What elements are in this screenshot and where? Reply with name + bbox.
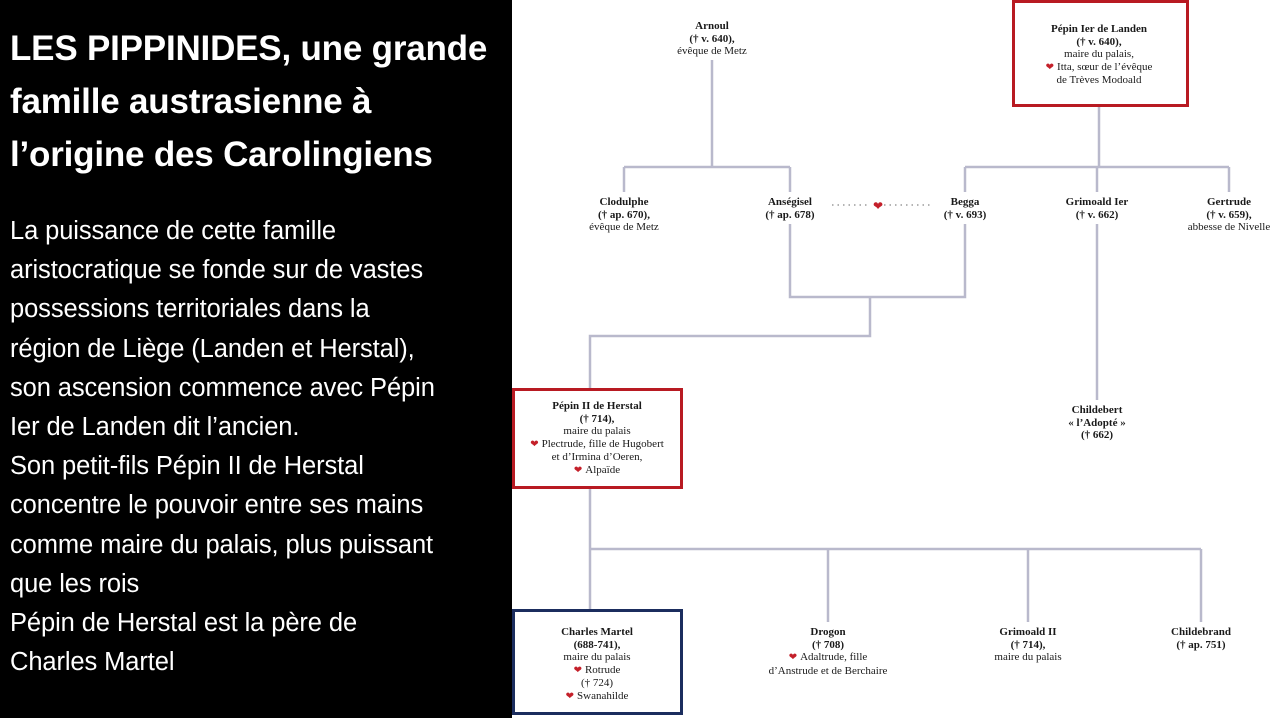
person-grimoald-2 (994, 626, 1061, 664)
person-name: Clodulphe (599, 196, 649, 208)
body-line: Son petit-fils Pépin II de Herstal (10, 452, 364, 481)
person-date: († 714), (1010, 638, 1046, 651)
connector-ansegisel-child-drop (790, 224, 870, 297)
person-date: († v. 693) (943, 208, 987, 221)
family-tree (512, 0, 1277, 718)
person-date: († v. 659), (1206, 208, 1252, 221)
person-title: abbesse de Nivelle (1187, 221, 1271, 234)
person-name: Childebrand (1171, 626, 1231, 638)
slide-title (10, 22, 505, 181)
person-title: maire du palais (563, 425, 631, 438)
body-line: que les rois (10, 569, 140, 598)
person-date: (688-741), (573, 638, 621, 651)
heart-icon: ❤ (1045, 61, 1055, 73)
spouse-name: Rotrude (584, 663, 621, 676)
body-line: région de Liège (Landen et Herstal), (10, 334, 415, 363)
person-name: Charles Martel (561, 626, 633, 638)
person-date: († v. 640), (1076, 35, 1122, 48)
body-line: Pépin de Herstal est la père de (10, 609, 358, 638)
spouse-name: Adaltrude, fille (800, 651, 868, 664)
person-date: († ap. 751) (1176, 638, 1226, 651)
spouse-line (530, 464, 664, 478)
person-pepin-landen (1046, 23, 1153, 87)
spouse-line (769, 651, 888, 665)
person-name: Gertrude (1207, 196, 1251, 208)
spouse-line (561, 664, 633, 678)
person-date: († 662) (1080, 429, 1114, 442)
person-date: († v. 662) (1075, 208, 1119, 221)
person-date: († 708) (811, 638, 845, 651)
person-date: († 714), (579, 412, 615, 425)
person-childebert (1068, 404, 1125, 442)
slide-body (10, 212, 505, 682)
heart-icon: ❤ (530, 438, 539, 450)
person-title: évêque de Metz (589, 221, 659, 234)
spouse-name: Swanahilde (577, 689, 629, 702)
spouse-name: Plectrude, fille de Hugobert (541, 437, 664, 450)
person-date: († v. 640), (689, 32, 735, 45)
person-title: maire du palais (994, 651, 1062, 664)
person-arnoul (677, 20, 747, 58)
heart-icon: ❤ (788, 652, 798, 664)
spouse-line (1046, 61, 1153, 75)
body-line: son ascension commence avec Pépin (10, 373, 435, 402)
person-name: Grimoald Ier (1065, 196, 1129, 208)
person-title: maire du palais (563, 651, 631, 664)
person-title: évêque de Metz (677, 45, 747, 58)
person-date: († ap. 670), (598, 208, 650, 221)
text-panel (0, 0, 512, 718)
body-line: concentre le pouvoir entre ses mains (10, 491, 424, 520)
person-name: Anségisel (767, 196, 812, 208)
person-name: Childebert (1071, 404, 1123, 416)
heart-icon: ❤ (573, 664, 582, 676)
person-name: Pépin II de Herstal (552, 400, 642, 412)
body-line: Ier de Landen dit l’ancien. (10, 413, 300, 442)
spouse-detail: et d’Irmina d’Oeren, (551, 451, 643, 464)
body-line: comme maire du palais, plus puissant (10, 530, 434, 559)
person-name: Grimoald II (999, 626, 1057, 638)
body-line: aristocratique se fonde sur de vastes (10, 256, 424, 285)
person-name: Arnoul (695, 20, 729, 32)
person-begga (944, 196, 986, 221)
heart-icon: ❤ (873, 199, 884, 213)
spouse-line (561, 690, 633, 704)
person-gertrude (1188, 196, 1270, 234)
slide-title-line: famille austrasienne à (10, 82, 372, 121)
heart-icon: ❤ (573, 464, 583, 476)
person-name: Begga (950, 196, 980, 208)
spouse-name: Alpaïde (585, 463, 621, 476)
body-line: La puissance de cette famille (10, 217, 336, 245)
connector-couple-join (590, 297, 870, 388)
slide-title-line: l’origine des Carolingiens (10, 135, 433, 174)
person-date: († ap. 678) (765, 208, 815, 221)
body-line: possessions territoriales dans la (10, 295, 370, 324)
spouse-detail: de Trèves Modoald (1056, 74, 1142, 87)
person-grimoald-1 (1066, 196, 1129, 221)
person-epithet: « l’Adopté » (1068, 416, 1126, 429)
person-name: Pépin Ier de Landen (1050, 23, 1148, 35)
person-childebrand (1171, 626, 1231, 651)
slide-title-line: LES PIPPINIDES, une grande (10, 29, 488, 68)
spouse-detail: d’Anstrude et de Berchaire (768, 664, 888, 677)
person-title: maire du palais, (1064, 48, 1134, 61)
spouse-detail: († 724) (580, 677, 614, 690)
person-charles-martel (561, 626, 633, 704)
body-line: Charles Martel (10, 648, 175, 677)
spouse-name: Itta, sœur de l’évêque (1057, 60, 1153, 73)
person-name: Drogon (810, 626, 846, 638)
person-clodulphe (589, 196, 659, 234)
person-pepin-herstal (530, 400, 664, 478)
spouse-line (530, 438, 664, 452)
person-drogon (769, 626, 888, 677)
person-ansegisel (765, 196, 814, 221)
connector-begga-child-drop (870, 224, 965, 297)
heart-icon: ❤ (565, 690, 575, 702)
